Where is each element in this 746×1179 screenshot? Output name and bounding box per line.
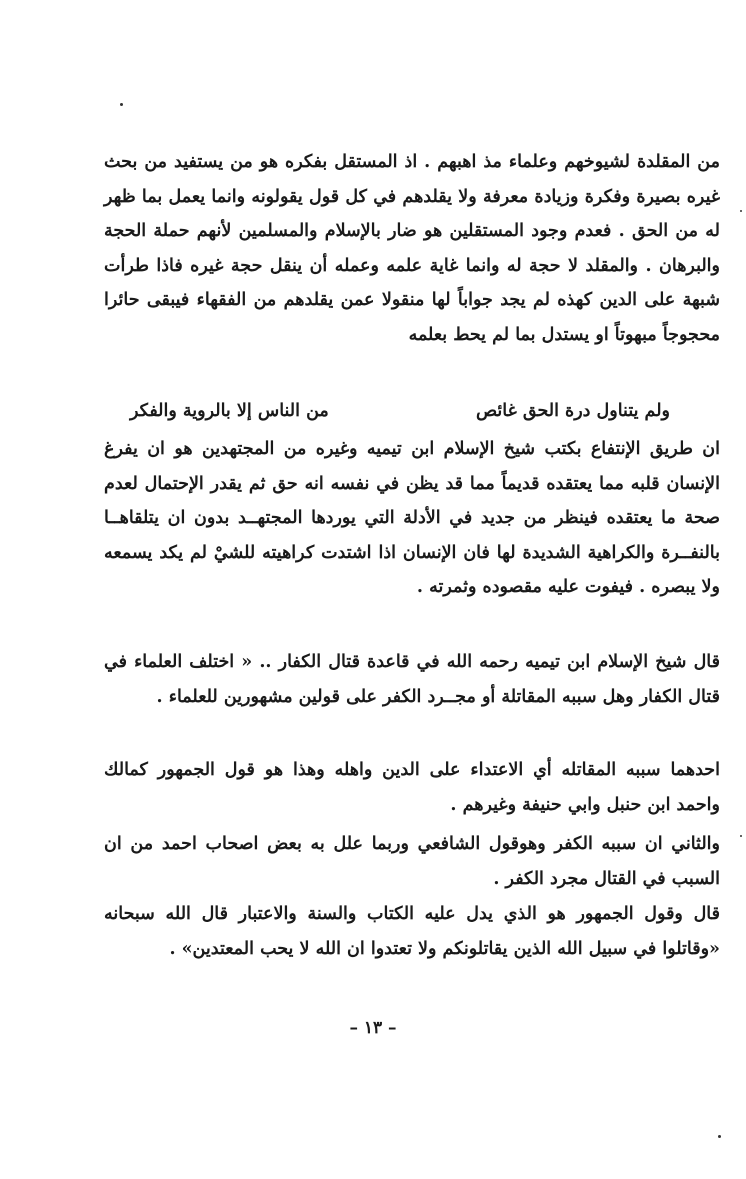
verse-second-hemistich: من الناس إلا بالروية والفكر [130,401,329,421]
paragraph-majority-opinion: قال وقول الجمهور هو الذي يدل عليه الكتاب والسنة والاعتبار قال الله سبحانه «وقاتلوا في سبيل الله الذين يقاتلونكم ولا تعتدوا ان الله لا يحب المعتدين» . [104,904,720,959]
verse-first-hemistich: ولم يتناول درة الحق غائص [475,401,670,421]
scan-speck [740,210,742,212]
scan-speck [120,103,123,106]
paragraph-ibn-taymiyyah-quote: قال شيخ الإسلام ابن تيميه رحمه الله في قاعدة قتال الكفار .. « اختلف العلماء في قتال الكفار وهل سببه المقاتلة أو مجــرد الكفر على قولين مشهورين للعلماء . [104,652,720,707]
paragraph-first-opinion: احدهما سببه المقاتله أي الاعتداء على الدين واهله وهذا هو قول الجمهور كمالك واحمد ابن حنبل وابي حنيفة وغيرهم . [104,760,720,815]
scan-speck [740,835,742,837]
paragraph-benefit-method: ان طريق الإنتفاع بكتب شيخ الإسلام ابن تيميه وغيره من المجتهدين هو ان يفرغ الإنسان قلبه مما يعتقده قديماً مما قد يظن في نفسه انه حق ثم يقدر الإحتمال لعدم صحة ما يعتقده فينظر من جديد في الأدلة التي يوردها المجتهــد بدون ان يتلقاهــا بالنفــرة والكراهية الشديدة لها فان الإنسان اذا اشتدت كراهيته للشيْ لم يكد يسمعه ولا يبصره . فيفوت عليه مقصوده وثمرته . [104,439,720,597]
paragraph-second-opinion: والثاني ان سببه الكفر وهوقول الشافعي وربما علل به بعض اصحاب احمد من ان السبب في القتال مجرد الكفر . [104,834,720,889]
poetry-verse [110,396,700,426]
paragraph-independent-thinking: من المقلدة لشيوخهم وعلماء مذ اهبهم . اذ المستقل بفكره هو من يستفيد من بحث غيره بصيرة وفكرة وزيادة معرفة ولا يقلدهم في كل قول يقولونه وانما يعمل بما ظهر له من الحق . فعدم وجود المستقلين هو ضار بالإسلام والمسلمين لأنهم حملة الحجة والبرهان . والمقلد لا حجة له وانما غاية علمه وعمله أن ينقل حجة غيره فاذا طرأت شبهة على الدين كهذه لم يجد جواباً لها منقولا عمن يقلدهم من الفقهاء فيبقى حائرا محجوجاً مبهوتاً او يستدل بما لم يحط بعلمه [104,152,720,345]
page-number: – ١٣ – [349,1018,397,1038]
scan-speck [718,1135,721,1138]
